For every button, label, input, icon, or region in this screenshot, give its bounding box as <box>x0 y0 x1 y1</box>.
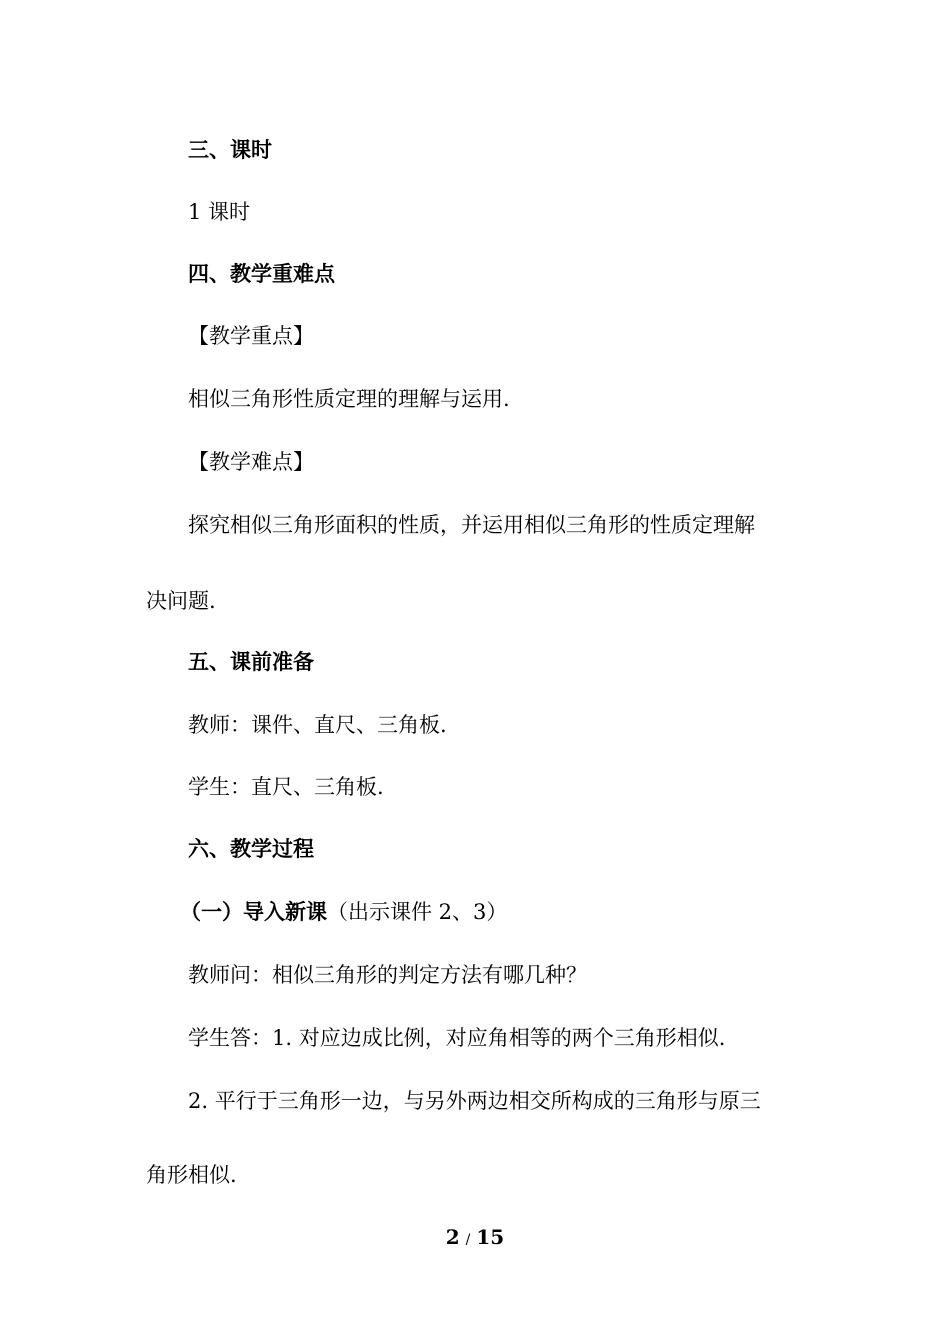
student-answer-2-line2: 角形相似. <box>146 1163 237 1187</box>
section-hours-text: 1 课时 <box>188 200 251 224</box>
teacher-preparation: 教师：课件、直尺、三角板. <box>188 713 447 737</box>
difficulty-text-line1: 探究相似三角形面积的性质，并运用相似三角形的性质定理解 <box>188 513 755 537</box>
difficulty-label: 【教学难点】 <box>188 450 314 474</box>
focus-text: 相似三角形性质定理的理解与运用. <box>188 387 510 411</box>
section-hours-heading: 三、课时 <box>188 137 272 162</box>
part1-note: （出示课件 2、3） <box>327 900 508 924</box>
section-keypoints-heading: 四、教学重难点 <box>188 261 335 286</box>
section-process-heading: 六、教学过程 <box>188 836 314 861</box>
student-answer-2-line1: 2. 平行于三角形一边，与另外两边相交所构成的三角形与原三 <box>188 1089 761 1113</box>
current-page-number: 2 <box>445 1225 460 1249</box>
student-answer-1: 学生答：1. 对应边成比例，对应角相等的两个三角形相似. <box>188 1026 726 1050</box>
part1-title: （一）导入新课 <box>180 899 327 924</box>
teacher-question: 教师问：相似三角形的判定方法有哪几种？ <box>188 963 587 987</box>
total-pages-number: 15 <box>476 1225 505 1249</box>
section-preparation-heading: 五、课前准备 <box>188 649 314 674</box>
focus-label: 【教学重点】 <box>188 324 314 348</box>
difficulty-text-line2: 决问题. <box>146 589 216 613</box>
page-number-footer <box>0 1224 950 1253</box>
page-separator: / <box>465 1232 471 1248</box>
part1-title-line <box>180 898 507 926</box>
student-preparation: 学生：直尺、三角板. <box>188 775 384 799</box>
